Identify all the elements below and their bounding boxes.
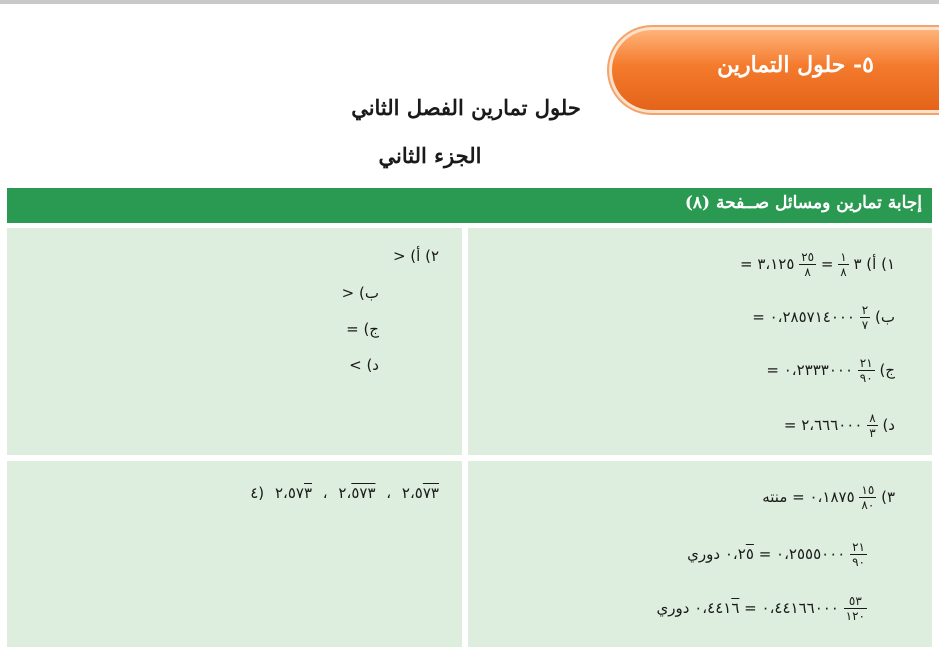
q3-1-result: ٠،١٨٧٥ = [792, 488, 855, 506]
q1-a-fraction1: $\frac{١}{٨}$ [840, 250, 847, 279]
q2-d-line [349, 356, 379, 374]
q2-a-line [393, 247, 439, 265]
q2-c-label: ج) [363, 320, 379, 338]
q1-d-line [784, 411, 895, 440]
q2-b-line [342, 284, 379, 302]
answers-banner-label: إجابة تمارين ومسائل صــفحة (٨) [684, 193, 922, 213]
q4-label: ٤) [250, 484, 265, 502]
q1-c-result: ٠،٢٣٣٣٠٠٠ = [766, 361, 853, 379]
q3-2-expanded: ٠،٢٥٥٥٠٠٠ = [758, 545, 846, 563]
q3-3-type: دوري [656, 599, 690, 617]
q2-a-sign: < [392, 247, 406, 265]
q4-value-2: ٢،٥٧٣ [338, 484, 376, 502]
page-subtitle: الجزء الثاني [378, 143, 482, 168]
q4-sep-1: ، [322, 484, 328, 502]
section-tab-label: ٥- حلول التمارين [717, 52, 874, 78]
q2-a-label: ٢) أ) [410, 247, 439, 265]
q3-3-repeating: ٠،٤٤١٦ [694, 599, 740, 617]
q2-b-label: ب) [359, 284, 379, 302]
q4-value-1: ٢،٥٧٣ [274, 484, 313, 502]
q1-a-line: ١) أ) ٣ $\frac{١}{٨}$ = $\frac{٢٥}{٨}$ ٣،١٢٥ = [739, 250, 895, 279]
q1-a-result: ٣،١٢٥ = [739, 255, 795, 273]
q1-d-label: د) [882, 416, 895, 434]
q3-line-1 [762, 483, 895, 512]
q3-2-type: دوري [687, 545, 721, 563]
q3-2-fraction: $\frac{٢١}{٩٠}$ [852, 540, 865, 569]
q3-2-repeating: ٠،٢٥ [724, 545, 754, 563]
q2-b-sign: < [341, 284, 355, 302]
q1-b-result: ٠،٢٨٥٧١٤٠٠٠ = [752, 308, 855, 326]
q1-d-fraction: $\frac{٨}{٣}$ [869, 411, 876, 440]
answers-banner [7, 188, 932, 223]
q1-a-whole: ٣ [853, 255, 862, 273]
q2-d-label: د) [366, 356, 379, 374]
q4-sep-2: ، [386, 484, 392, 502]
q3-line-2 [687, 540, 867, 569]
q3-3-expanded: ٠،٤٤١٦٦٠٠٠ = [744, 599, 839, 617]
q1-a-label: ١) أ) [866, 255, 895, 273]
top-rule [0, 0, 939, 4]
q1-c-label: ج) [879, 361, 895, 379]
q2-d-sign: > [349, 356, 362, 374]
page-title: حلول تمارين الفصل الثاني [351, 95, 581, 120]
q3-3-fraction: $\frac{٥٣}{١٢٠}$ [845, 594, 865, 623]
q1-b-fraction: $\frac{٢}{٧}$ [861, 303, 869, 332]
q4-value-3: ٢،٥٧٣ [401, 484, 439, 502]
q3-line-3 [657, 594, 867, 623]
q1-c-fraction: $\frac{٢١}{٩٠}$ [859, 356, 873, 385]
q1-b-label: ب) [875, 308, 895, 326]
q2-c-sign: = [346, 320, 359, 338]
q1-b-line [752, 303, 895, 332]
section-tab [612, 30, 939, 110]
q3-1-type: منته [762, 488, 788, 506]
q2-c-line [346, 320, 379, 338]
q1-d-result: ٢،٦٦٦٠٠٠ = [783, 416, 863, 434]
q3-label: ٣) [881, 488, 895, 506]
q3-1-fraction: $\frac{١٥}{٨٠}$ [861, 483, 875, 512]
q1-a-fraction2: $\frac{٢٥}{٨}$ [801, 250, 815, 279]
q4-line [250, 484, 439, 502]
q1-c-line [766, 356, 895, 385]
